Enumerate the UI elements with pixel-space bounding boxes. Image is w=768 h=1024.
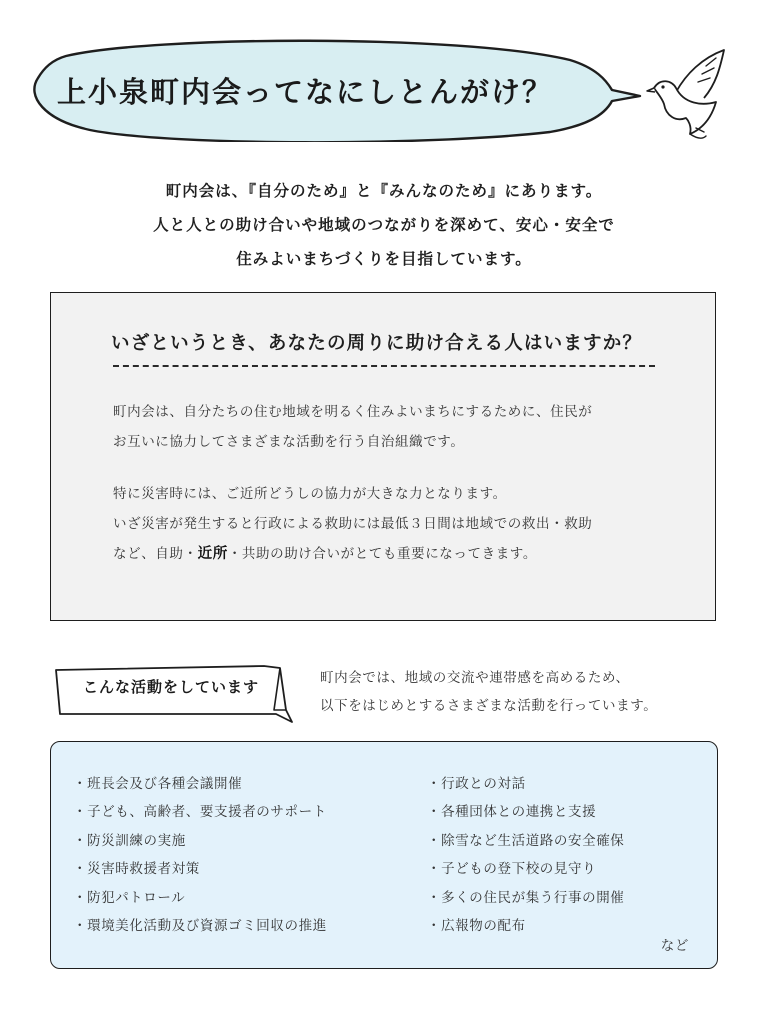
section-title: こんな活動をしています: [82, 678, 259, 696]
intro-line: 住みよいまちづくりを目指しています。: [236, 250, 532, 268]
list-item: ・子ども、高齢者、要支援者のサポート: [73, 804, 327, 821]
info-box-heading: いざというとき、あなたの周りに助け合える人はいますか？: [111, 333, 643, 354]
intro-text: [0, 174, 768, 276]
body-line-last: [113, 539, 673, 569]
activity-description: [320, 664, 657, 720]
list-item: ・環境美化活動及び資源ゴミ回収の推進: [73, 917, 327, 934]
activity-list-left: [73, 770, 327, 940]
description-line: 以下をはじめとするさまざまな活動を行っています。: [320, 698, 658, 714]
body-line: 特に災害時には、ご近所どうしの協力が大きな力となります。: [113, 486, 507, 502]
list-item: ・防犯パトロール: [73, 889, 186, 906]
etc-label: など: [660, 938, 689, 954]
list-item: ・班長会及び各種会議開催: [73, 776, 243, 792]
info-box: [50, 292, 716, 621]
intro-line: 人と人との助け合いや地域のつながりを深めて、安心・安全で: [153, 216, 615, 234]
list-item: ・広報物の配布: [427, 917, 526, 934]
bird-icon: [646, 44, 736, 142]
list-item: ・災害時救援者対策: [73, 861, 200, 878]
body-line: いざ災害が発生すると行政による救助には最低３日間は地域での救出・救助: [113, 516, 593, 532]
page-title: 上小泉町内会ってなにしとんがけ？: [56, 75, 553, 109]
paragraph-gap: [113, 457, 673, 479]
list-item: ・多くの住民が集う行事の開催: [427, 889, 625, 906]
description-line: 町内会では、地域の交流や連帯感を高めるため、: [320, 670, 630, 686]
body-text: など、自助・: [113, 546, 198, 562]
intro-line: 町内会は、『自分のため』と『みんなのため』にあります。: [165, 182, 603, 200]
list-item: ・行政との対話: [427, 776, 526, 792]
title-area: [0, 0, 768, 150]
list-item: ・除雪など生活道路の安全確保: [427, 832, 625, 849]
body-line: お互いに協力してさまざまな活動を行う自治組織です。: [113, 434, 465, 450]
info-box-body: [113, 397, 673, 569]
list-item: ・防災訓練の実施: [73, 832, 186, 849]
body-line: 町内会は、自分たちの住む地域を明るく住みよいまちにするために、住民が: [113, 404, 593, 420]
list-item: ・子どもの登下校の見守り: [427, 861, 597, 878]
activity-list-right: [427, 770, 624, 940]
heading-dashed-underline: [113, 365, 655, 367]
emphasized-word: 近所: [197, 546, 228, 562]
activity-list-box: [50, 741, 718, 969]
body-text: ・共助の助け合いがとても重要になってきます。: [227, 546, 537, 562]
list-item: ・各種団体との連携と支援: [427, 804, 597, 821]
